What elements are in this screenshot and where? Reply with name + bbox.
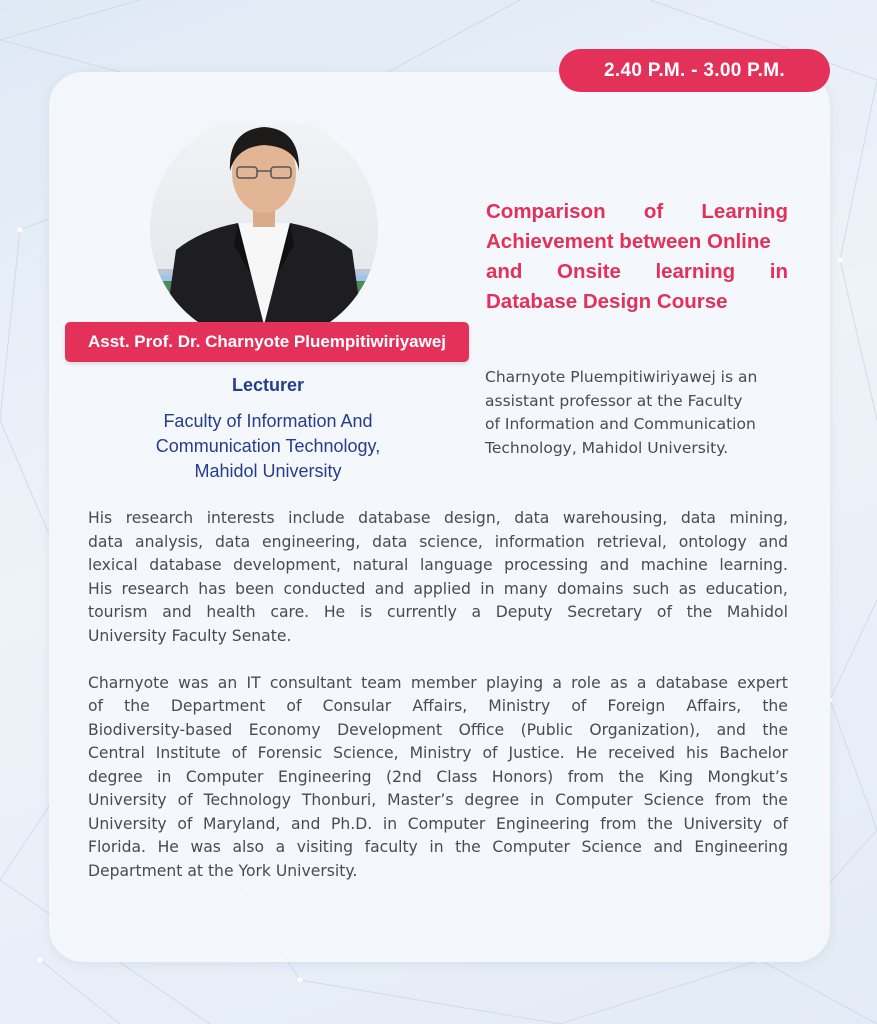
bio-line xyxy=(88,836,788,860)
bio-line-text: Department at the York University. xyxy=(88,861,358,880)
bio-line xyxy=(88,813,788,837)
bio-line-text: University of Technology Thonburi, Master’s degree in Computer Science from the xyxy=(88,791,788,809)
bio-line-text: Charnyote was an IT consultant team member playing a role as a database expert xyxy=(88,673,788,692)
bio-paragraph-research xyxy=(88,507,788,648)
bio-line xyxy=(88,719,788,743)
talk-title-line xyxy=(486,197,788,227)
bio-line-text: His research interests include database design, data warehousing, data mining, xyxy=(88,509,788,527)
bio-line xyxy=(88,789,788,813)
bio-line xyxy=(88,578,788,602)
bio-line xyxy=(88,554,788,578)
talk-title-word: Comparison xyxy=(486,200,606,223)
bio-line xyxy=(88,507,788,531)
speaker-affiliation xyxy=(122,409,414,484)
bio-line xyxy=(88,672,788,696)
speaker-name-badge: Asst. Prof. Dr. Charnyote Pluempitiwiriyawej xyxy=(65,322,469,362)
bio-paragraph-career xyxy=(88,672,788,884)
affiliation-line: Mahidol University xyxy=(194,461,342,481)
bio-line-text: of the Department of Consular Affairs, Ministry of Foreign Affairs, the xyxy=(88,697,788,715)
bio-line-text: University of Maryland, and Ph.D. in Computer Engineering from the University of xyxy=(88,814,788,833)
intro-line: of Information and Communication xyxy=(485,415,756,433)
intro-line: assistant professor at the Faculty xyxy=(485,391,743,410)
talk-title-word: of xyxy=(643,200,664,223)
bio-line-text: Central Institute of Forensic Science, Ministry of Justice. He received his Bachelor xyxy=(88,744,788,762)
bio-line xyxy=(88,695,788,719)
speaker-role: Lecturer xyxy=(231,375,305,395)
bio-line-text: tourism and health care. He is currently a Deputy Secretary of the Mahidol xyxy=(88,603,788,621)
bio-line xyxy=(88,860,788,884)
bio-line-text: His research has been conducted and applied in many domains such as education, xyxy=(88,579,788,598)
affiliation-line: Faculty of Information And xyxy=(163,411,373,431)
bio-line-text: Biodiversity-based Economy Development Office (Public Organization), and the xyxy=(88,720,788,739)
speaker-biography xyxy=(88,507,788,883)
intro-line: Charnyote Pluempitiwiriyawej is an xyxy=(485,368,758,386)
bio-line-text: data analysis, data engineering, data science, information retrieval, ontology and xyxy=(88,532,788,551)
speaker-portrait-photo xyxy=(146,125,382,335)
talk-title-word: learning xyxy=(655,260,736,283)
talk-title-word: Database Design Course xyxy=(486,290,728,313)
talk-title-line xyxy=(486,227,788,257)
bio-line-text: Florida. He was also a visiting faculty in the Computer Science and Engineering xyxy=(88,838,788,856)
bio-line xyxy=(88,601,788,625)
talk-title-line xyxy=(486,287,788,317)
bio-line-text: University Faculty Senate. xyxy=(88,626,292,645)
session-time-badge: 2.40 P.M. - 3.00 P.M. xyxy=(559,49,830,92)
bio-line xyxy=(88,625,788,649)
talk-title-word: Onsite xyxy=(557,260,621,283)
bio-line xyxy=(88,531,788,555)
bio-line-text: degree in Computer Engineering (2nd Class Honors) from the King Mongkut’s xyxy=(88,767,788,786)
talk-title-word: and xyxy=(486,260,523,283)
intro-line: Technology, Mahidol University. xyxy=(485,438,729,457)
bio-line xyxy=(88,742,788,766)
talk-title-line xyxy=(486,257,788,287)
talk-title-word: in xyxy=(769,260,788,283)
talk-title-word: Learning xyxy=(701,200,788,223)
talk-title xyxy=(486,197,788,317)
bio-line xyxy=(88,766,788,790)
bio-line-text: lexical database development, natural language processing and machine learning. xyxy=(88,556,788,574)
affiliation-line: Communication Technology, xyxy=(155,436,381,456)
speaker-intro xyxy=(485,366,787,460)
talk-title-word: Achievement between Online xyxy=(486,230,771,253)
